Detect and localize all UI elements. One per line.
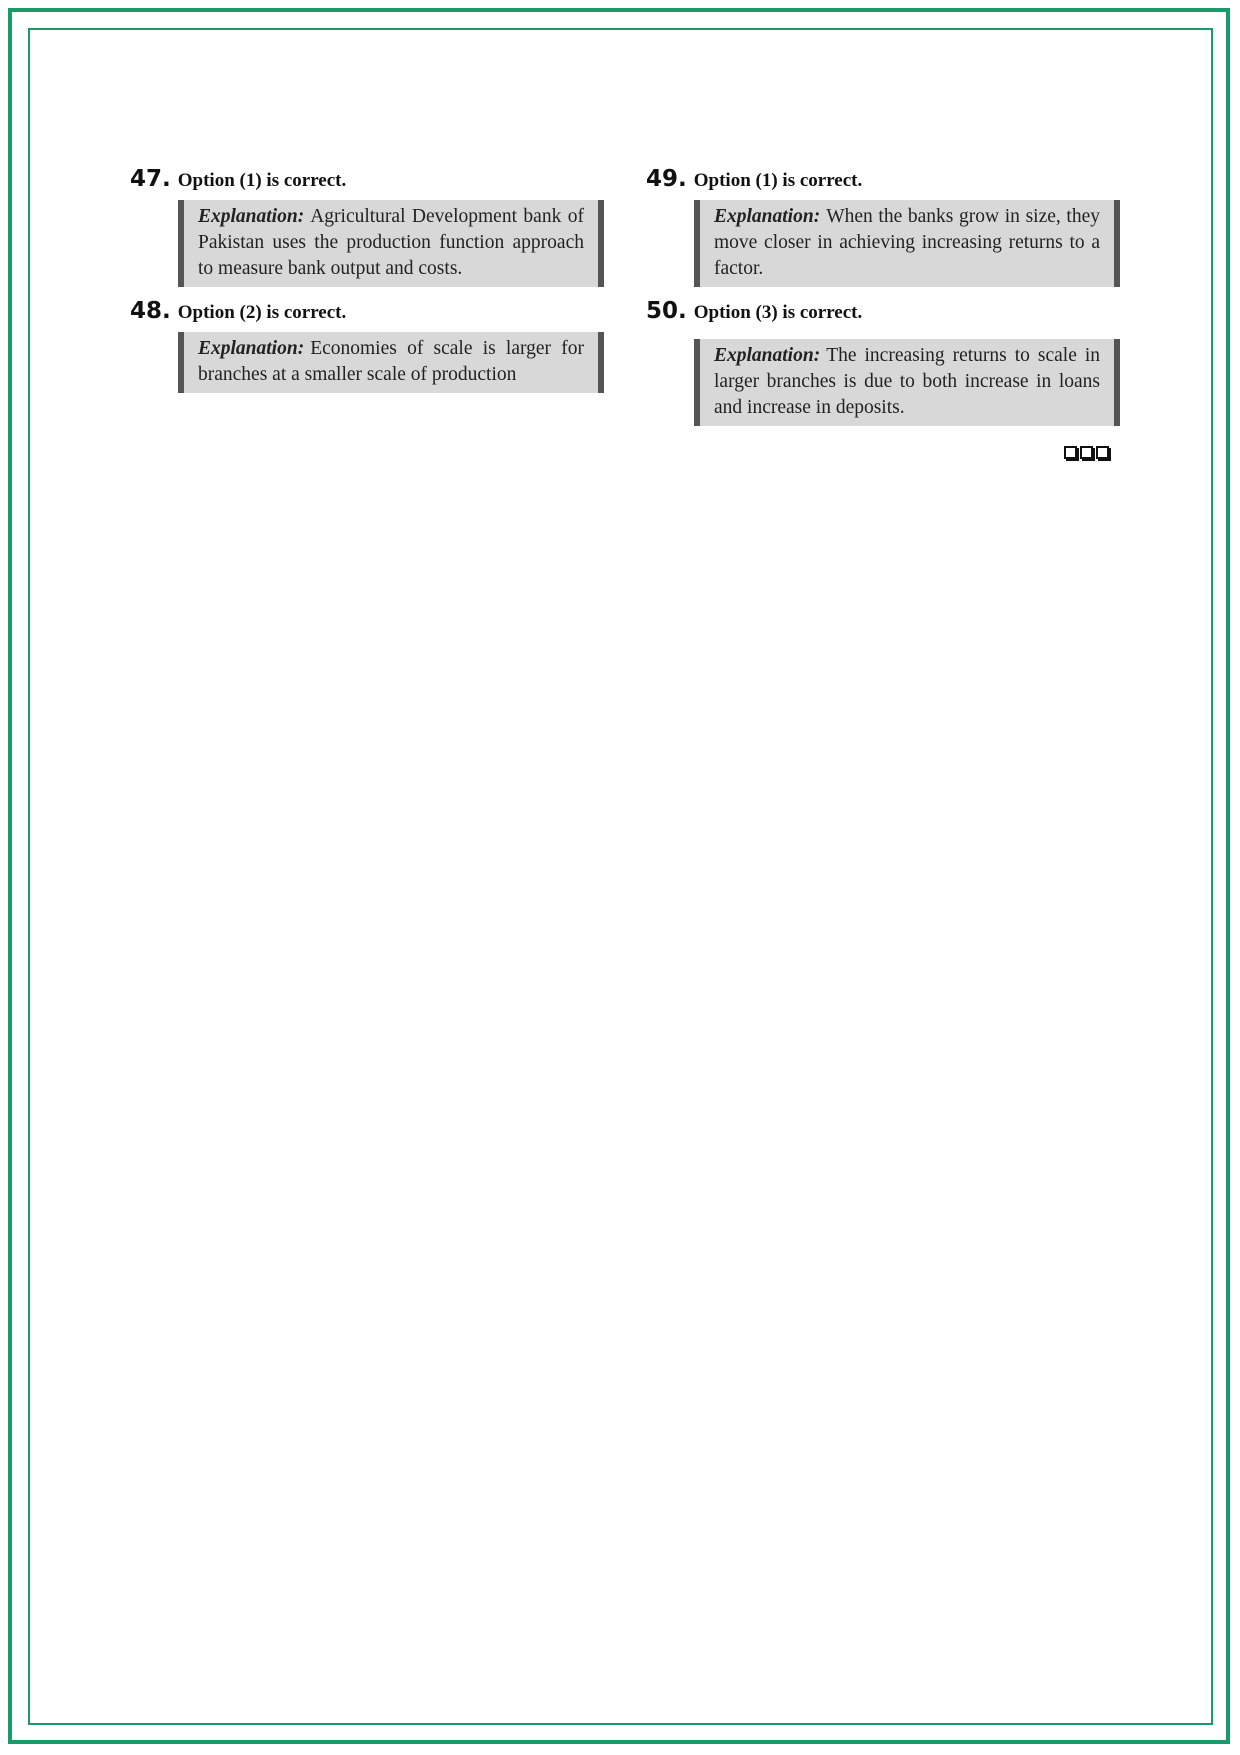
question-number: 47. (130, 166, 171, 192)
box-icon (1064, 446, 1077, 459)
answer-option: Option (1) is correct. (177, 170, 347, 191)
explanation-box (694, 200, 1120, 287)
answer-header (130, 166, 600, 194)
explanation-box (694, 339, 1120, 426)
explanation-box (178, 332, 604, 393)
explanation-label: Explanation: (714, 345, 821, 366)
explanation-text: The increasing returns to scale in larger branches is due to both increase in loans and increase in deposits. (714, 345, 1100, 418)
answer-option: Option (1) is correct. (693, 170, 863, 191)
answer-option: Option (3) is correct. (693, 302, 863, 323)
explanation-text: When the banks grow in size, they move closer in achieving increasing returns to a factor. (714, 206, 1100, 279)
answer-option: Option (2) is correct. (177, 302, 347, 323)
explanation-text: Agricultural Development bank of Pakistan uses the production function approach to measure bank output and costs. (198, 206, 584, 279)
question-number: 48. (130, 298, 171, 324)
answer-47 (130, 166, 600, 287)
question-number: 50. (646, 298, 687, 324)
explanation-label: Explanation: (714, 206, 821, 227)
explanation-label: Explanation: (198, 206, 305, 227)
answers-right-column (646, 166, 1116, 426)
explanation-text: Economies of scale is larger for branches at a smaller scale of production (198, 338, 584, 385)
answers-left-column (130, 166, 600, 393)
box-icon (1096, 446, 1109, 459)
explanation-label: Explanation: (198, 338, 305, 359)
answer-header (130, 298, 600, 326)
question-number: 49. (646, 166, 687, 192)
answer-header (646, 298, 1116, 326)
end-of-section-marks (1064, 446, 1109, 459)
answer-49 (646, 166, 1116, 287)
answer-48 (130, 298, 600, 393)
box-icon (1080, 446, 1093, 459)
explanation-box (178, 200, 604, 287)
answer-50 (646, 298, 1116, 426)
answer-header (646, 166, 1116, 194)
